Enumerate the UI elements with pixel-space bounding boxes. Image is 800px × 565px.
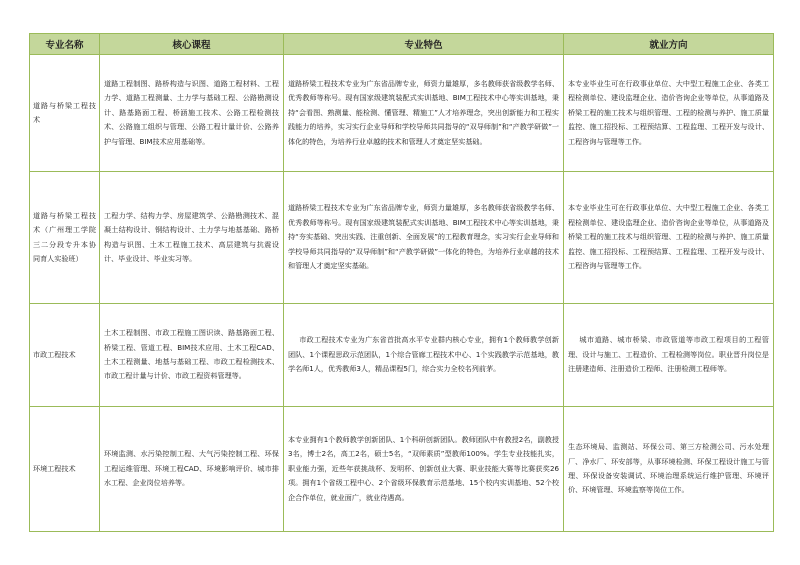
core-courses-cell: 工程力学、结构力学、房屋建筑学、公路勘测技术、混凝土结构设计、钢结构设计、土力学与地基基础、路桥构造与识图、土木工程施工技术、高层建筑与抗震设计、毕业设计、毕业实习等。 [100, 172, 284, 304]
table-header [30, 34, 774, 55]
majors-table [29, 33, 774, 532]
careers-cell: 本专业毕业生可在行政事业单位、大中型工程施工企业、各类工程检测单位、建设监理企业、造价咨询企业等单位，从事道路及桥梁工程的施工技术与组织管理、工程的检测与养护、施工质量监控、施工招投标、工程预结算、工程监理、工程开发与设计、工程咨询与管理等工作。 [564, 172, 774, 304]
major-name-cell: 道路与桥梁工程技术 [30, 55, 100, 172]
core-courses-cell: 环境监测、水污染控制工程、大气污染控制工程、环保工程运维管理、环境工程CAD、环境影响评价、城市排水工程、企业岗位培养等。 [100, 407, 284, 532]
header-core-courses: 核心课程 [100, 34, 284, 55]
header-major-name: 专业名称 [30, 34, 100, 55]
table-row [30, 172, 774, 304]
core-courses-cell: 土木工程制图、市政工程施工图识读、路基路面工程、桥梁工程、管道工程、BIM技术应用、土木工程CAD、土木工程测量、地基与基础工程、市政工程检测技术、市政工程计量与计价、市政工程资料管理等。 [100, 304, 284, 407]
core-courses-cell: 道路工程制图、路桥构造与识图、道路工程材料、工程力学、道路工程测量、土力学与基础工程、公路勘测设计、路基路面工程、桥涵施工技术、公路工程检测技术、公路施工组织与管理、公路工程计量计价、公路养护与管理、BIM技术应用基础等。 [100, 55, 284, 172]
features-cell: 道路桥梁工程技术专业为广东省品牌专业，师资力量雄厚，多名教师获省级教学名师、优秀教师等称号。现有国家级建筑装配式实训基地、BIM工程技术中心等实训基地，秉持“会看图、熟测量、能检测、懂管理、精施工”人才培养理念，突出创新能力和工程实践能力的培养，实习实行企业导师和学校导师共同指导的“双导师制”和“产教学研做”一体化的特色，为培养行业卓越的技术和管理人才奠定坚实基础。 [284, 55, 564, 172]
header-features: 专业特色 [284, 34, 564, 55]
header-row [30, 34, 774, 55]
features-cell: 道路桥梁工程技术专业为广东省品牌专业，师资力量雄厚，多名教师获省级教学名师、优秀教师等称号。现有国家级建筑装配式实训基地、BIM工程技术中心等实训基地，秉持“夯实基础、突出实践、注重创新、全面发展”的工程教育理念，实习实行企业导师和学校导师共同指导的“双导师制”和“产教学研做”一体化的特色，为培养行业卓越的技术和管理人才奠定坚实基础。 [284, 172, 564, 304]
careers-cell: 生态环境局、监测站、环保公司、第三方检测公司、污水处理厂、净水厂、环安部等，从事环境检测、环保工程设计施工与管理、环保设备安装调试、环境治理系统运行维护管理、环境评价、环境管理、环境监察等岗位工作。 [564, 407, 774, 532]
major-name-cell: 道路与桥梁工程技术（广州理工学院三二分段专升本协同育人实验班） [30, 172, 100, 304]
features-cell: 本专业拥有1个教师教学创新团队、1个科研创新团队。教师团队中有教授2名，副教授3名，博士2名，高工2名，硕士5名，“双师素质”型教师100%。学生专业技能扎实，职业能力强，近些年获挑战杯、发明杯、创新创业大赛、职业技能大赛等比赛获奖26项。拥有1个省级工程中心、2个省级环保教育示范基地、15个校内实训基地、52个校企合作单位，就业面广，就业待遇高。 [284, 407, 564, 532]
careers-cell: 城市道路、城市桥梁、市政管道等市政工程项目的工程管理、设计与施工、工程造价、工程检测等岗位。职业晋升岗位是注册建造师、注册造价工程师、注册检测工程师等。 [564, 304, 774, 407]
table-row [30, 407, 774, 532]
major-name-cell: 环境工程技术 [30, 407, 100, 532]
table-row [30, 304, 774, 407]
table-row [30, 55, 774, 172]
careers-cell: 本专业毕业生可在行政事业单位、大中型工程施工企业、各类工程检测单位、建设监理企业、造价咨询企业等单位，从事道路及桥梁工程的施工技术与组织管理、工程的检测与养护、施工质量监控、施工招投标、工程预结算、工程监理、工程开发与设计、工程咨询与管理等工作。 [564, 55, 774, 172]
header-careers: 就业方向 [564, 34, 774, 55]
major-name-cell: 市政工程技术 [30, 304, 100, 407]
features-cell: 市政工程技术专业为广东省首批高水平专业群内核心专业，拥有1个教师教学创新团队、1个课程思政示范团队，1个综合管廊工程技术中心、1个实践教学示范基地，教学名师1人，优秀教师3人，精品课程5门，综合实力全校名列前茅。 [284, 304, 564, 407]
